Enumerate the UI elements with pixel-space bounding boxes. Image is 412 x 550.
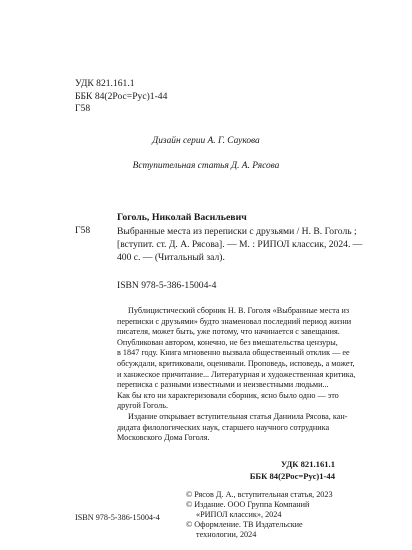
series-design-credit: Дизайн серии А. Г. Саукова [152, 136, 260, 146]
annotation-line: Опубликован автором, конечно, не без вмешательства цензуры, [117, 337, 338, 347]
copyright-line: © Рясов Д. А., вступительная статья, 2023 [186, 490, 333, 499]
bibliographic-description [117, 225, 363, 265]
copyright-block [186, 490, 333, 540]
copyright-line: «РИПОЛ классик», 2024 [196, 510, 282, 519]
copyright-line: технологии, 2024 [196, 530, 257, 539]
intro-article-credit: Вступительная статья Д. А. Рясова [132, 161, 280, 171]
classification-block [75, 78, 167, 116]
copyright-line: © Оформление. ТВ Издательские [186, 520, 303, 529]
annotation-line: другой Гоголь. [117, 401, 169, 411]
annotation-line: Публицистический сборник Н. В. Гоголя «Выбранные места из [128, 306, 350, 315]
annotation-line: Как бы кто ни характеризовали сборник, ясно было одно — это [117, 390, 339, 400]
author-mark: Г58 [75, 103, 91, 115]
author-heading: Гоголь, Николай Васильевич [117, 212, 247, 223]
annotation-line: обсуждали, критиковали, оценивали. Проповедь, исповедь, а может, [117, 358, 355, 368]
author-code: Г58 [75, 225, 91, 236]
isbn-main: ISBN 978-5-386-15004-4 [117, 280, 217, 291]
udk-code: УДК 821.161.1 [75, 78, 135, 89]
annotation-line: в 1847 году. Книга мгновенно вызвала общественный отклик — ее [117, 348, 350, 358]
annotation-line: писателя, может быть, уже потому, что начинается с завещания. [117, 327, 340, 337]
bottom-bbk: ББК 84(2Рос=Рус)1-44 [249, 470, 335, 481]
annotation-line: переписка с разными известными и неизвестными людьми... [117, 380, 329, 390]
bottom-udk: УДК 821.161.1 [280, 459, 335, 469]
copyright-line: © Издание. ООО Группа Компаний [186, 500, 310, 509]
annotation [117, 306, 356, 444]
isbn-bottom: ISBN 978-5-386-15004-4 [75, 513, 160, 522]
annotation-line: и ханжеское причитание... Литературная и художественная критика, [117, 369, 356, 379]
annotation-line: Издание открывает вступительная статья Даниила Рясова, кан- [128, 411, 348, 421]
bib-line: Выбранные места из переписки с друзьями / Н. В. Гоголь ; [117, 226, 357, 237]
annotation-line: переписки с друзьями» будто знаменовал последний период жизни [117, 316, 352, 326]
bottom-classification [250, 459, 335, 482]
annotation-line: Московского Дома Гоголя. [117, 433, 210, 443]
annotation-line: дидата филологических наук, старшего научного сотрудника [117, 422, 330, 432]
bbk-code: ББК 84(2Рос=Рус)1-44 [75, 90, 168, 102]
bib-line: [вступит. ст. Д. А. Рясова]. — М. : РИПОЛ классик, 2024. — [117, 239, 363, 251]
bib-line: 400 с. — (Читальный зал). [117, 252, 225, 264]
